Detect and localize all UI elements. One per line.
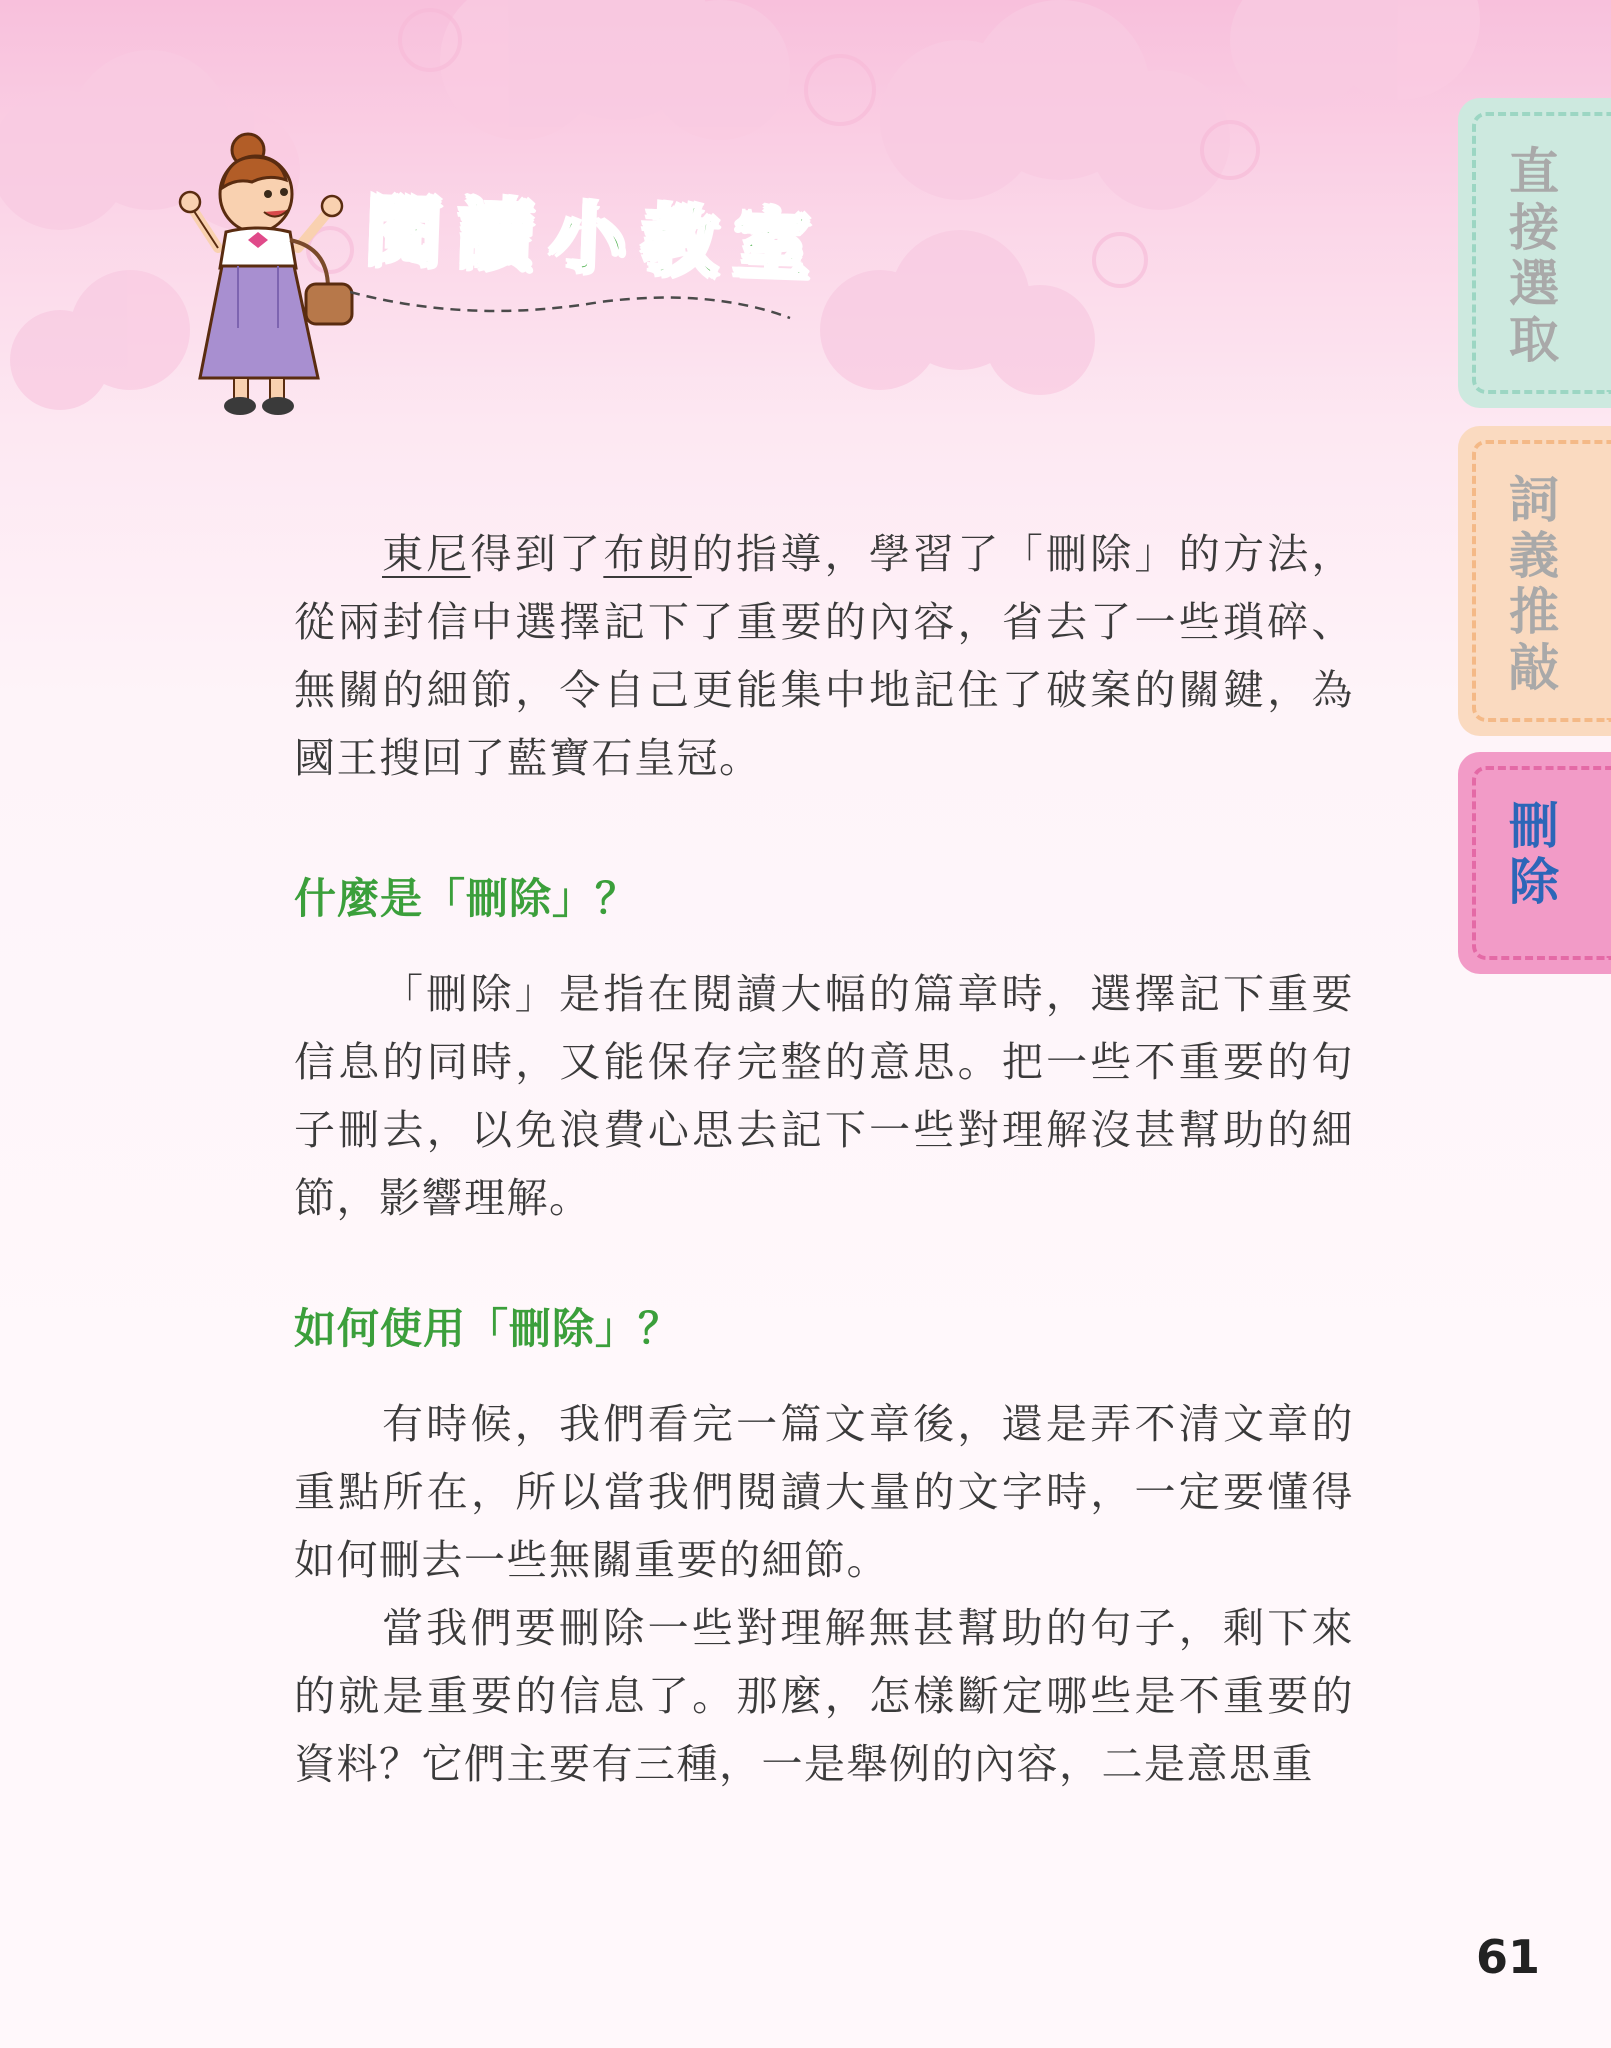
- intro-text-1: 得到了: [470, 530, 604, 578]
- intro-text-2: 的指導，學習了「刪除」的方法，從兩封信中選擇記下了重要的內容，省去了一些瑣碎、無關的細節，令自己更能集中地記住了破案的關鍵，為國王搜回了藍寶石皇冠。: [294, 530, 1355, 782]
- tab-label: 刪除: [1509, 797, 1559, 911]
- decorative-dashed-line: [350, 280, 810, 330]
- heading-how-to-use-deletion: 如何使用「刪除」？: [294, 1304, 682, 1353]
- tab-label: 直接選取: [1509, 143, 1559, 369]
- intro-paragraph: [294, 520, 1354, 792]
- tab-direct-selection[interactable]: [1458, 98, 1611, 408]
- page-number: 61: [1476, 1930, 1541, 1984]
- section-title: 閱讀小教室: [364, 185, 828, 291]
- tab-label: 詞義推敲: [1509, 471, 1559, 697]
- name-brown: 布朗: [603, 530, 692, 578]
- heading-what-is-deletion: 什麼是「刪除」？: [294, 874, 639, 923]
- teacher-illustration: [178, 128, 368, 418]
- tab-word-inference[interactable]: [1458, 426, 1611, 736]
- usage-paragraph-2: 當我們要刪除一些對理解無甚幫助的句子，剩下來的就是重要的信息了。那麼，怎樣斷定哪些是不重要的資料？它們主要有三種，一是舉例的內容，二是意思重: [294, 1604, 1354, 1788]
- name-tony: 東尼: [382, 530, 471, 578]
- definition-paragraph: 「刪除」是指在閱讀大幅的篇章時，選擇記下重要信息的同時，又能保存完整的意思。把一些不重要的句子刪去，以免浪費心思去記下一些對理解沒甚幫助的細節，影響理解。: [294, 970, 1354, 1222]
- tab-deletion[interactable]: [1458, 752, 1611, 974]
- usage-paragraph-1: 有時候，我們看完一篇文章後，還是弄不清文章的重點所在，所以當我們閱讀大量的文字時，一定要懂得如何刪去一些無關重要的細節。: [294, 1400, 1354, 1584]
